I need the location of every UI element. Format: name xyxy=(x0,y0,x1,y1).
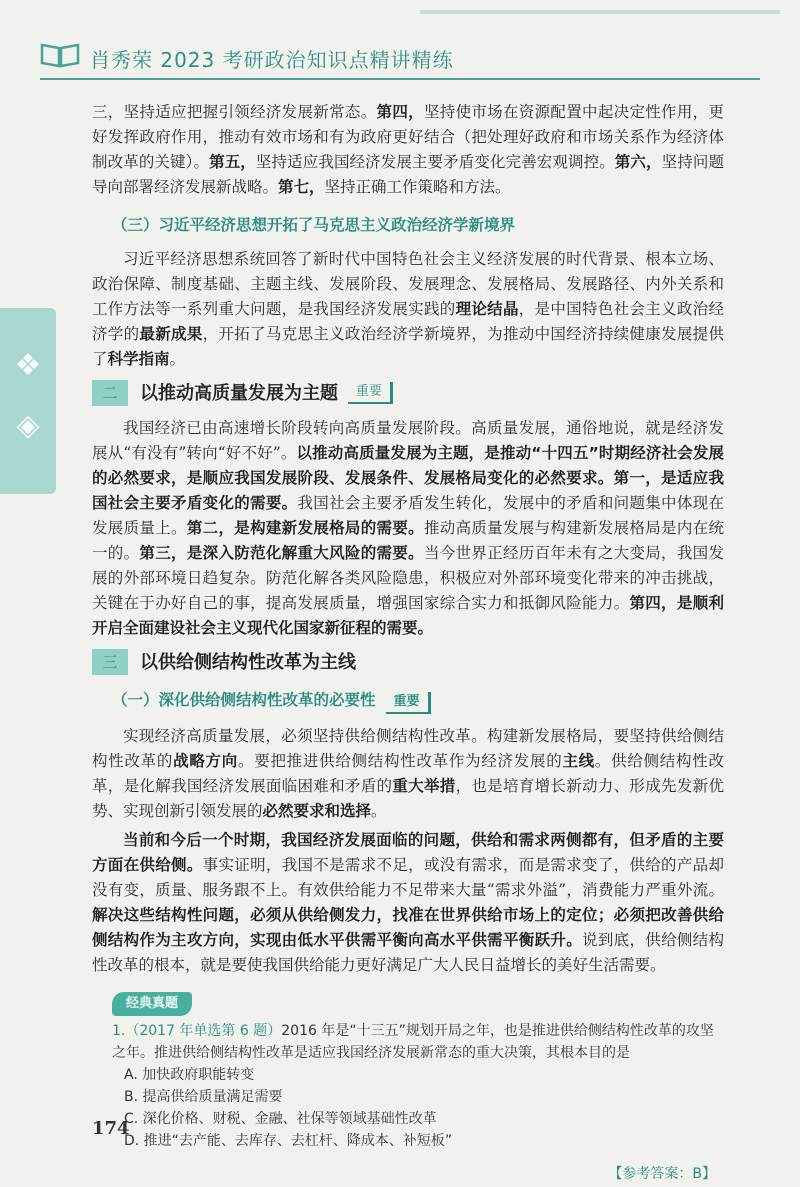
main-content xyxy=(92,100,724,1187)
exam-badge: 经典真题 xyxy=(112,992,192,1016)
paragraph-supply-side: 当前和今后一个时期，我国经济发展面临的问题，供给和需求两侧都有，但矛盾的主要方面在供给侧。事实证明，我国不是需求不足，或没有需求，而是需求变了，供给的产品却没有变，质量、服务跟不上。有效供给能力不足带来大量“需求外溢”，消费能力严重外流。解决这些结构性问题，必须从供给侧发力，找准在世界供给市场上的定位；必须把改善供给侧结构作为主攻方向，实现由低水平供需平衡向高水平供需平衡跃升。说到底，供给侧结构性改革的根本，就是要使我国供给能力更好满足广大人民日益增长的美好生活需要。 xyxy=(92,831,724,974)
section-number: 二 xyxy=(92,380,128,406)
section-heading-2 xyxy=(92,380,724,406)
option-a: A. 加快政府职能转变 xyxy=(124,1067,255,1083)
bookmark-icon: ❖ xyxy=(14,348,42,383)
important-tag: 重要 xyxy=(386,692,431,714)
section-title: 以推动高质量发展为主题 xyxy=(140,382,338,404)
section-heading-3 xyxy=(92,649,724,675)
option-d: D. 推进“去产能、去库存、去杠杆、降成本、补短板” xyxy=(124,1133,453,1149)
side-tab xyxy=(0,308,56,494)
important-tag: 重要 xyxy=(348,382,393,404)
paragraph-continued: 三，坚持适应把握引领经济发展新常态。第四，坚持使市场在资源配置中起决定性作用，更好发挥政府作用，推动有效市场和有为政府更好结合（把处理好政府和市场关系作为经济体制改革的关键）。第五，坚持适应我国经济发展主要矛盾变化完善宏观调控。第六，坚持问题导向部署经济发展新战略。第七，坚持正确工作策略和方法。 xyxy=(92,103,724,196)
page-number: 174 xyxy=(92,1118,130,1139)
option-c: C. 深化价格、财税、金融、社保等领域基础性改革 xyxy=(124,1111,437,1127)
shield-icon: ◈ xyxy=(16,408,40,443)
subsection-heading-3: （三）习近平经济思想开拓了马克思主义政治经济学新境界 xyxy=(112,215,516,234)
section-title: 以供给侧结构性改革为主线 xyxy=(140,651,356,673)
paragraph-supply-reform: 实现经济高质量发展，必须坚持供给侧结构性改革。构建新发展格局，要坚持供给侧结构性改革的战略方向。要把推进供给侧结构性改革作为经济发展的主线。供给侧结构性改革，是化解我国经济发展面临困难和矛盾的重大举措，也是培育增长新动力、形成先发新优势、实现创新引领发展的必然要求和选择。 xyxy=(92,727,724,820)
top-decor-strip xyxy=(420,10,780,14)
header-title: 肖秀荣 2023 考研政治知识点精讲精练 xyxy=(90,48,454,72)
subsection-heading-1: （一）深化供给侧结构性改革的必要性 重要 xyxy=(112,687,724,714)
page-header xyxy=(40,36,760,76)
header-rule xyxy=(40,78,760,80)
book-icon xyxy=(40,42,80,68)
section-number: 三 xyxy=(92,649,128,675)
paragraph-economic-thought: 习近平经济思想系统回答了新时代中国特色社会主义经济发展的时代背景、根本立场、政治保障、制度基础、主题主线、发展阶段、发展理念、发展格局、发展路径、内外关系和工作方法等一系列重大问题，是我国经济发展实践的理论结晶，是中国特色社会主义政治经济学的最新成果，开拓了马克思主义政治经济学新境界，为推动中国经济持续健康发展提供了科学指南。 xyxy=(92,250,724,368)
option-b: B. 提高供给质量满足需要 xyxy=(124,1089,283,1105)
paragraph-high-quality: 我国经济已由高速增长阶段转向高质量发展阶段。高质量发展，通俗地说，就是经济发展从“有没有”转向“好不好”。以推动高质量发展为主题，是推动“十四五”时期经济社会发展的必然要求，是顺应我国发展阶段、发展条件、发展格局变化的必然要求。第一，是适应我国社会主要矛盾变化的需要。我国社会主要矛盾发生转化，发展中的矛盾和问题集中体现在发展质量上。第二，是构建新发展格局的需要。推动高质量发展与构建新发展格局是内在统一的。第三，是深入防范化解重大风险的需要。当今世界正经历百年未有之大变局，我国发展的外部环境日趋复杂。防范化解各类风险隐患，积极应对外部环境变化带来的冲击挑战，关键在于办好自己的事，提高发展质量，增强国家综合实力和抵御风险能力。第四，是顺利开启全面建设社会主义现代化国家新征程的需要。 xyxy=(92,419,724,637)
question-text: 2016 年是“十三五”规划开局之年，也是推进供给侧结构性改革的攻坚之年。推进供给侧结构性改革是适应我国经济发展新常态的重大决策，其根本目的是 xyxy=(112,1023,714,1061)
exam-question xyxy=(112,1020,724,1064)
reference-answer: 【参考答案：B】 xyxy=(608,1166,716,1182)
question-source: 1.（2017 年单选第 6 题） xyxy=(112,1023,282,1039)
